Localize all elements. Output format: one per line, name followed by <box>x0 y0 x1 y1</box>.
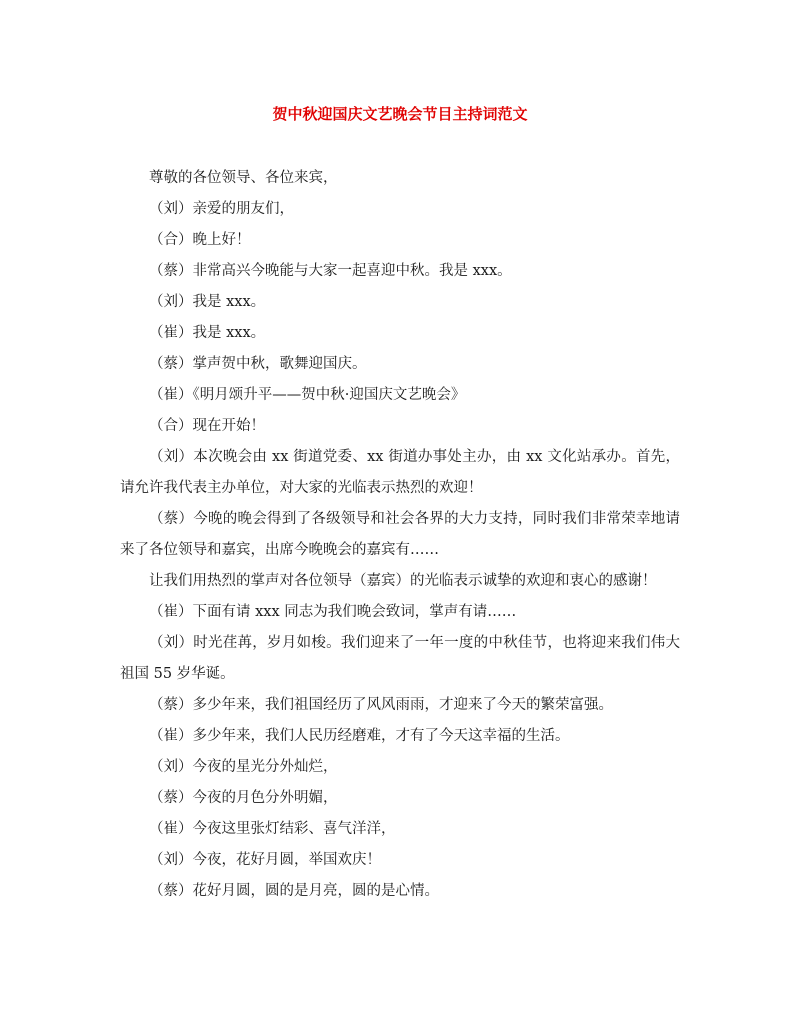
paragraph: （蔡）今晚的晚会得到了各级领导和社会各界的大力支持，同时我们非常荣幸地请来了各位领导和嘉宾，出席今晚晚会的嘉宾有…… <box>120 511 680 558</box>
paragraph: （崔）我是 xxx。 <box>149 325 266 341</box>
paragraph: （蔡）掌声贺中秋，歌舞迎国庆。 <box>149 356 367 372</box>
document-body <box>120 163 680 907</box>
paragraph: （合）现在开始！ <box>149 418 265 434</box>
paragraph: 尊敬的各位领导、各位来宾， <box>149 170 338 186</box>
paragraph: （刘）亲爱的朋友们， <box>149 201 294 217</box>
paragraph: （合）晚上好！ <box>149 232 251 248</box>
paragraph: 让我们用热烈的掌声对各位领导（嘉宾）的光临表示诚挚的欢迎和衷心的感谢！ <box>149 573 657 589</box>
paragraph: （崔）多少年来，我们人民历经磨难，才有了今天这幸福的生活。 <box>149 728 570 744</box>
paragraph: （刘）时光荏苒，岁月如梭。我们迎来了一年一度的中秋佳节，也将迎来我们伟大祖国 55 岁华诞。 <box>120 635 680 682</box>
paragraph: （蔡）非常高兴今晚能与大家一起喜迎中秋。我是 xxx。 <box>149 263 512 279</box>
paragraph: （蔡）今夜的月色分外明媚， <box>149 790 338 806</box>
paragraph: （刘）今夜的星光分外灿烂， <box>149 759 338 775</box>
paragraph: （蔡）花好月圆，圆的是月亮，圆的是心情。 <box>149 883 439 899</box>
paragraph: （刘）本次晚会由 xx 街道党委、xx 街道办事处主办，由 xx 文化站承办。首先，请允许我代表主办单位，对大家的光临表示热烈的欢迎！ <box>120 449 680 496</box>
paragraph: （刘）我是 xxx。 <box>149 294 266 310</box>
paragraph: （崔）今夜这里张灯结彩、喜气洋洋， <box>149 821 396 837</box>
paragraph: （蔡）多少年来，我们祖国经历了风风雨雨，才迎来了今天的繁荣富强。 <box>149 697 613 713</box>
paragraph: （崔）《明月颂升平——贺中秋·迎国庆文艺晚会》 <box>149 387 466 403</box>
paragraph: （崔）下面有请 xxx 同志为我们晚会致词，掌声有请…… <box>149 604 517 620</box>
document-title: 贺中秋迎国庆文艺晚会节目主持词范文 <box>272 105 528 123</box>
paragraph: （刘）今夜，花好月圆，举国欢庆！ <box>149 852 381 868</box>
